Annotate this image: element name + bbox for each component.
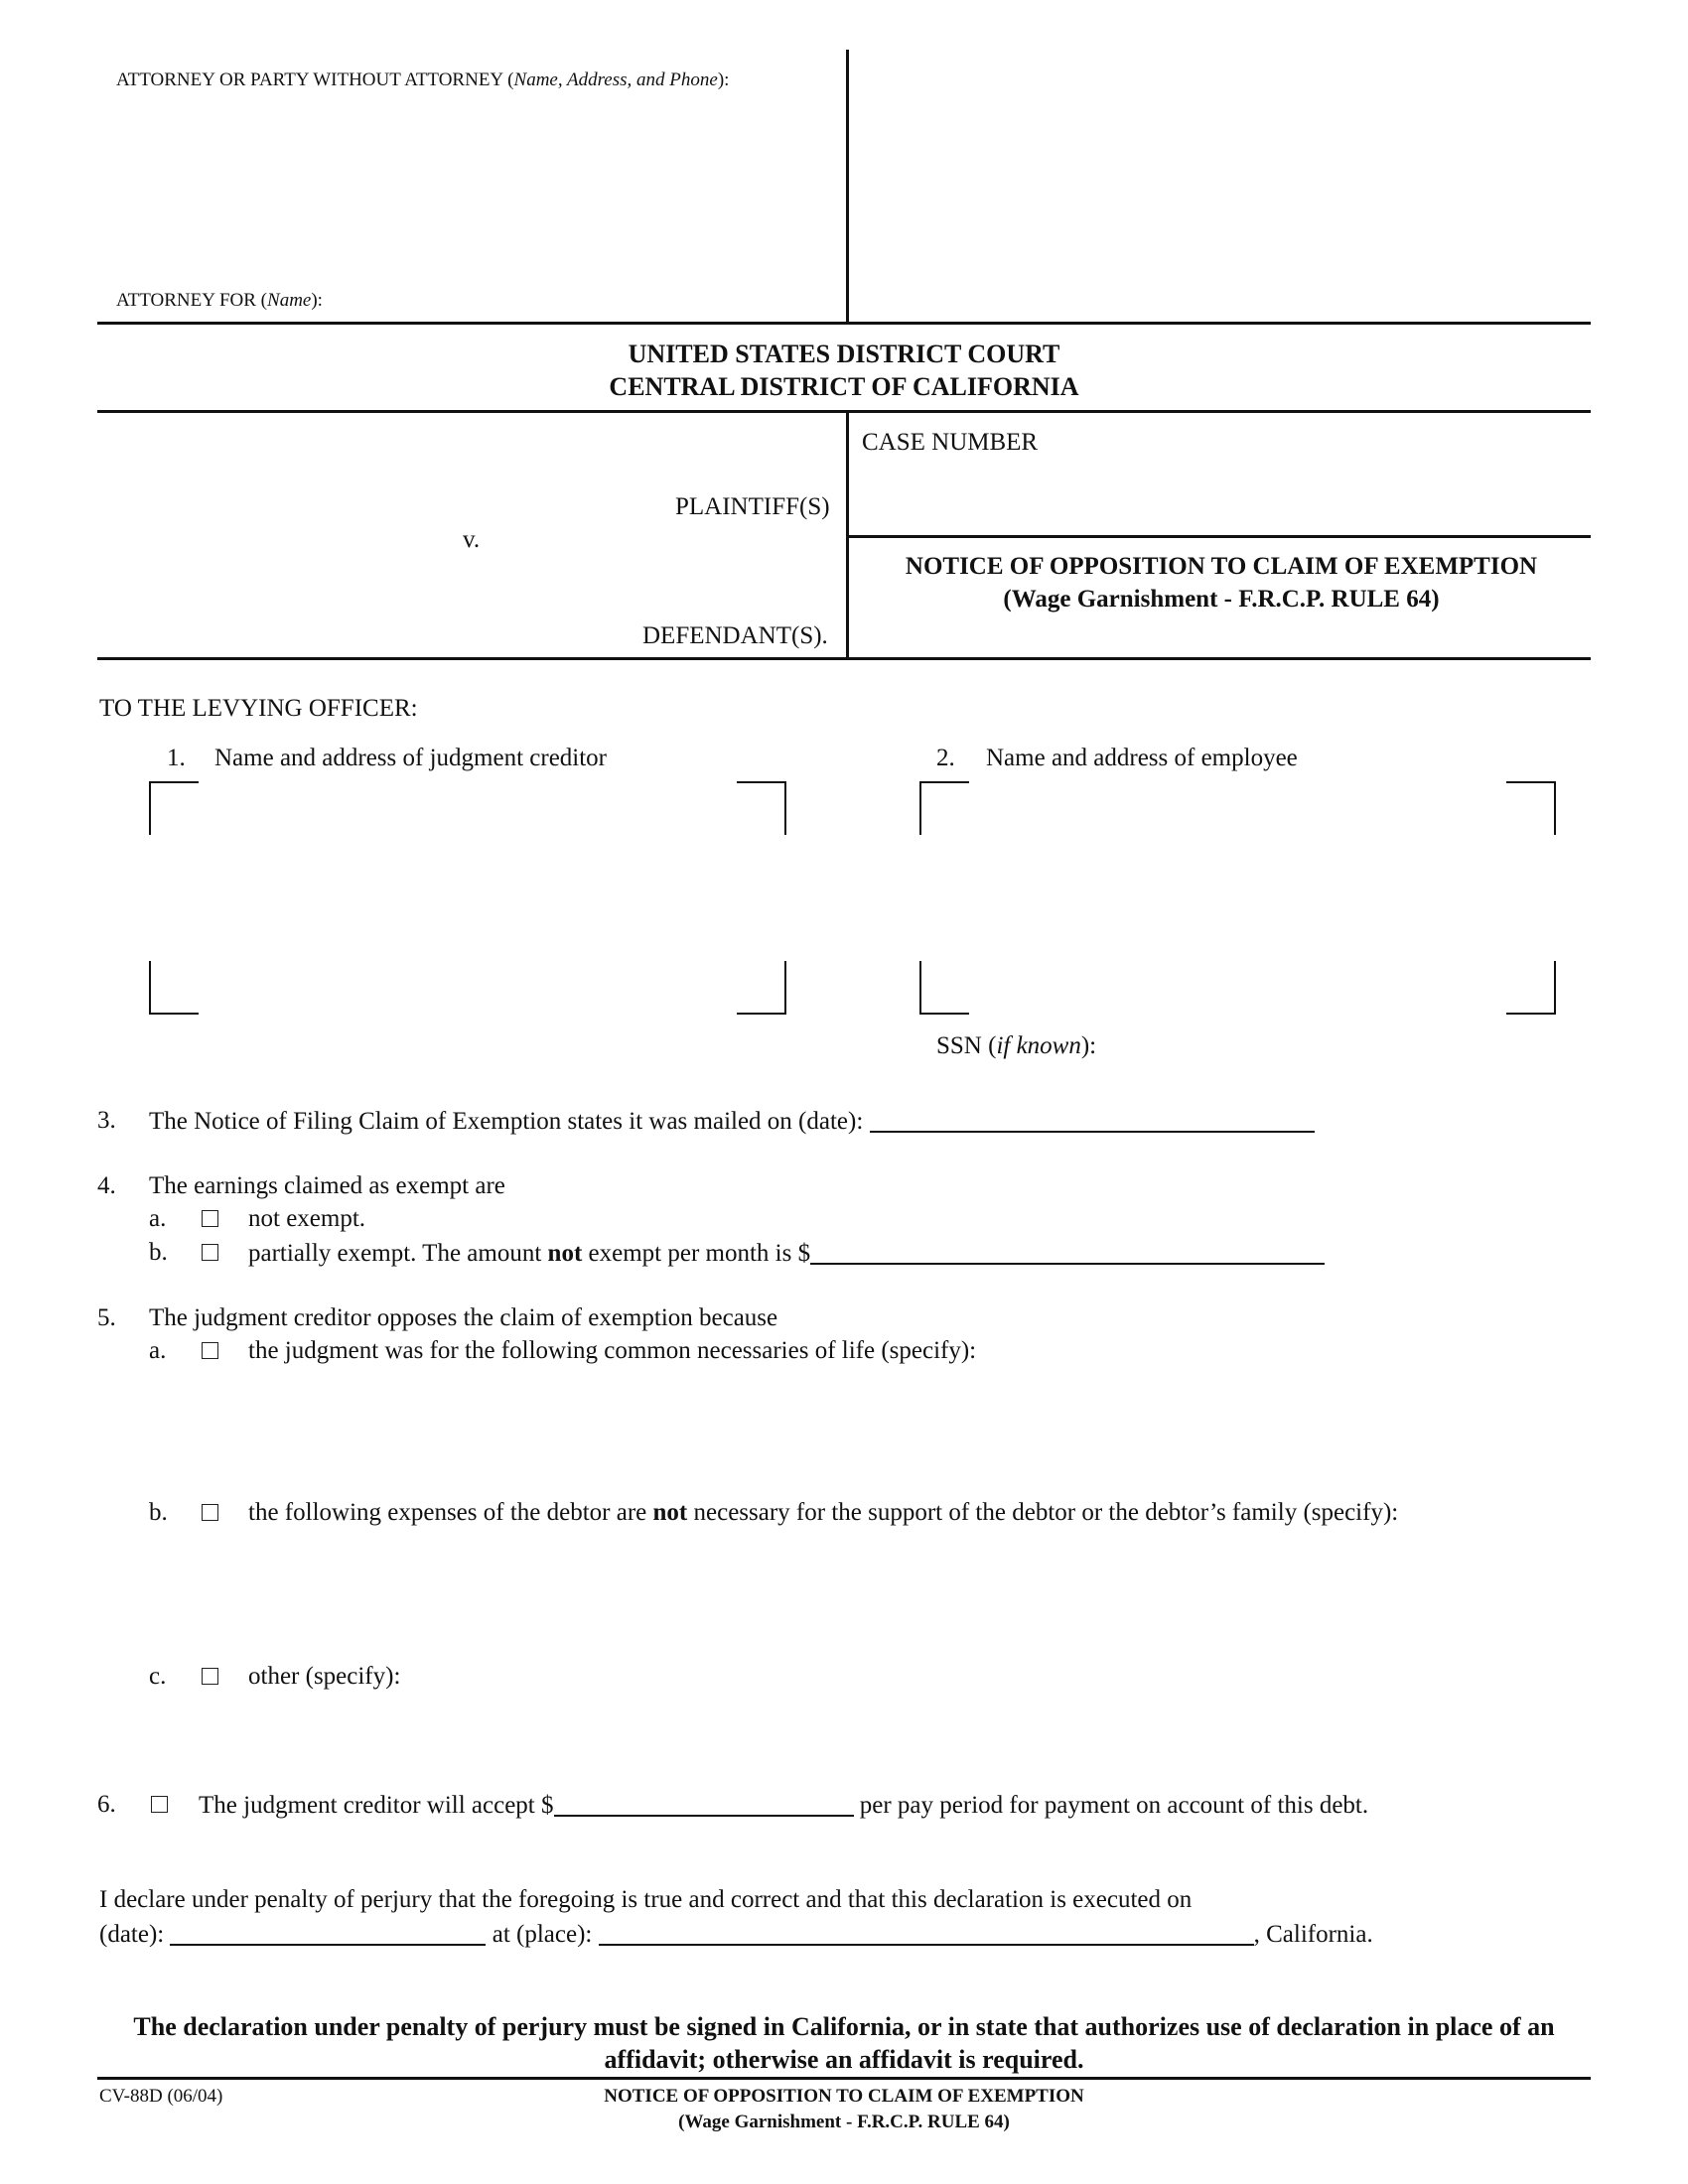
item-5-number: 5. (97, 1304, 116, 1331)
item-6-text: The judgment creditor will accept $ per pay period for payment on account of this debt. (199, 1792, 1369, 1819)
form-subtitle: (Wage Garnishment - F.R.C.P. RULE 64) (1003, 586, 1440, 613)
header-vertical-divider (846, 50, 849, 324)
item-4b-letter: b. (149, 1239, 168, 1266)
item-6-checkbox[interactable] (151, 1791, 168, 1819)
item-5b-checkbox[interactable] (202, 1499, 218, 1527)
declaration-date-field[interactable] (170, 1920, 486, 1946)
item-3-text: The Notice of Filing Claim of Exemption states it was mailed on (date): (149, 1107, 1315, 1136)
declaration-notice: The declaration under penalty of perjury must be signed in California, or in state that authorizes use of declaration in place of an affidavit; otherwise an affidavit is required. (133, 2012, 1555, 2074)
case-number-field[interactable] (862, 462, 1577, 531)
item-5-text: The judgment creditor opposes the claim of exemption because (149, 1304, 778, 1331)
item-5b-text: the following expenses of the debtor are not necessary for the support of the debtor or the debtor’s family (specify): (248, 1499, 1399, 1526)
versus-label: v. (463, 526, 481, 553)
case-number-rule (847, 535, 1591, 538)
court-district: CENTRAL DISTRICT OF CALIFORNIA (609, 372, 1079, 401)
item-6-number: 6. (97, 1791, 116, 1818)
item-5c-letter: c. (149, 1663, 167, 1690)
judgment-creditor-address-field[interactable] (159, 791, 774, 1000)
footer-rule (97, 2077, 1591, 2080)
accept-amount-field[interactable] (554, 1791, 854, 1817)
item-5c-checkbox[interactable] (202, 1663, 218, 1691)
item-4b-checkbox[interactable] (202, 1239, 218, 1267)
court-name: UNITED STATES DISTRICT COURT (628, 340, 1060, 368)
item-4a-checkbox[interactable] (202, 1205, 218, 1233)
item-5a-letter: a. (149, 1337, 167, 1364)
form-id: CV-88D (06/04) (99, 2086, 223, 2107)
case-number-label: CASE NUMBER (862, 429, 1039, 456)
employee-address-field[interactable] (929, 791, 1545, 1000)
header-rule-top (97, 322, 1591, 325)
plaintiff-label: PLAINTIFF(S) (675, 493, 830, 520)
item-4a-text: not exempt. (248, 1205, 366, 1232)
item-5a-checkbox[interactable] (202, 1337, 218, 1365)
declaration-line-1: I declare under penalty of perjury that the foregoing is true and correct and that this declaration is executed on (99, 1886, 1193, 1913)
ssn-label: SSN (if known): (936, 1032, 1097, 1059)
declaration-place-field[interactable] (599, 1920, 1254, 1946)
item-4-number: 4. (97, 1172, 116, 1199)
item-5b-letter: b. (149, 1499, 168, 1526)
form-title: NOTICE OF OPPOSITION TO CLAIM OF EXEMPTION (905, 553, 1538, 580)
item-5b-specify-field[interactable] (248, 1534, 1539, 1643)
footer-title: NOTICE OF OPPOSITION TO CLAIM OF EXEMPTION (604, 2086, 1084, 2107)
attorney-for-label: ATTORNEY FOR (Name): (116, 290, 323, 311)
item-5c-text: other (specify): (248, 1663, 401, 1690)
mailed-date-field[interactable] (870, 1107, 1315, 1133)
item-1-label: Name and address of judgment creditor (214, 745, 608, 771)
attorney-label: ATTORNEY OR PARTY WITHOUT ATTORNEY (Name, Address, and Phone): (116, 69, 730, 90)
declaration-line-2: (date): at (place): , California. (99, 1921, 1373, 1948)
footer-subtitle: (Wage Garnishment - F.R.C.P. RULE 64) (678, 2112, 1010, 2132)
to-levying-officer: TO THE LEVYING OFFICER: (99, 695, 418, 722)
item-4b-text: partially exempt. The amount not exempt per month is $ (248, 1239, 1325, 1268)
plaintiff-name-field[interactable] (99, 417, 834, 486)
item-2-label: Name and address of employee (986, 745, 1298, 771)
item-1-number: 1. (167, 745, 186, 771)
item-4a-letter: a. (149, 1205, 167, 1232)
defendant-label: DEFENDANT(S). (642, 622, 828, 649)
item-5a-text: the judgment was for the following common necessaries of life (specify): (248, 1337, 977, 1364)
not-exempt-amount-field[interactable] (810, 1239, 1325, 1265)
court-rule-bottom (97, 410, 1591, 413)
item-2-number: 2. (936, 745, 955, 771)
defendant-name-field[interactable] (99, 561, 834, 630)
attorney-info-field[interactable] (116, 99, 831, 278)
caption-rule-bottom (97, 657, 1591, 660)
item-3-number: 3. (97, 1107, 116, 1134)
item-5c-specify-field[interactable] (248, 1698, 1539, 1787)
item-5a-specify-field[interactable] (248, 1372, 1539, 1481)
item-4-text: The earnings claimed as exempt are (149, 1172, 505, 1199)
